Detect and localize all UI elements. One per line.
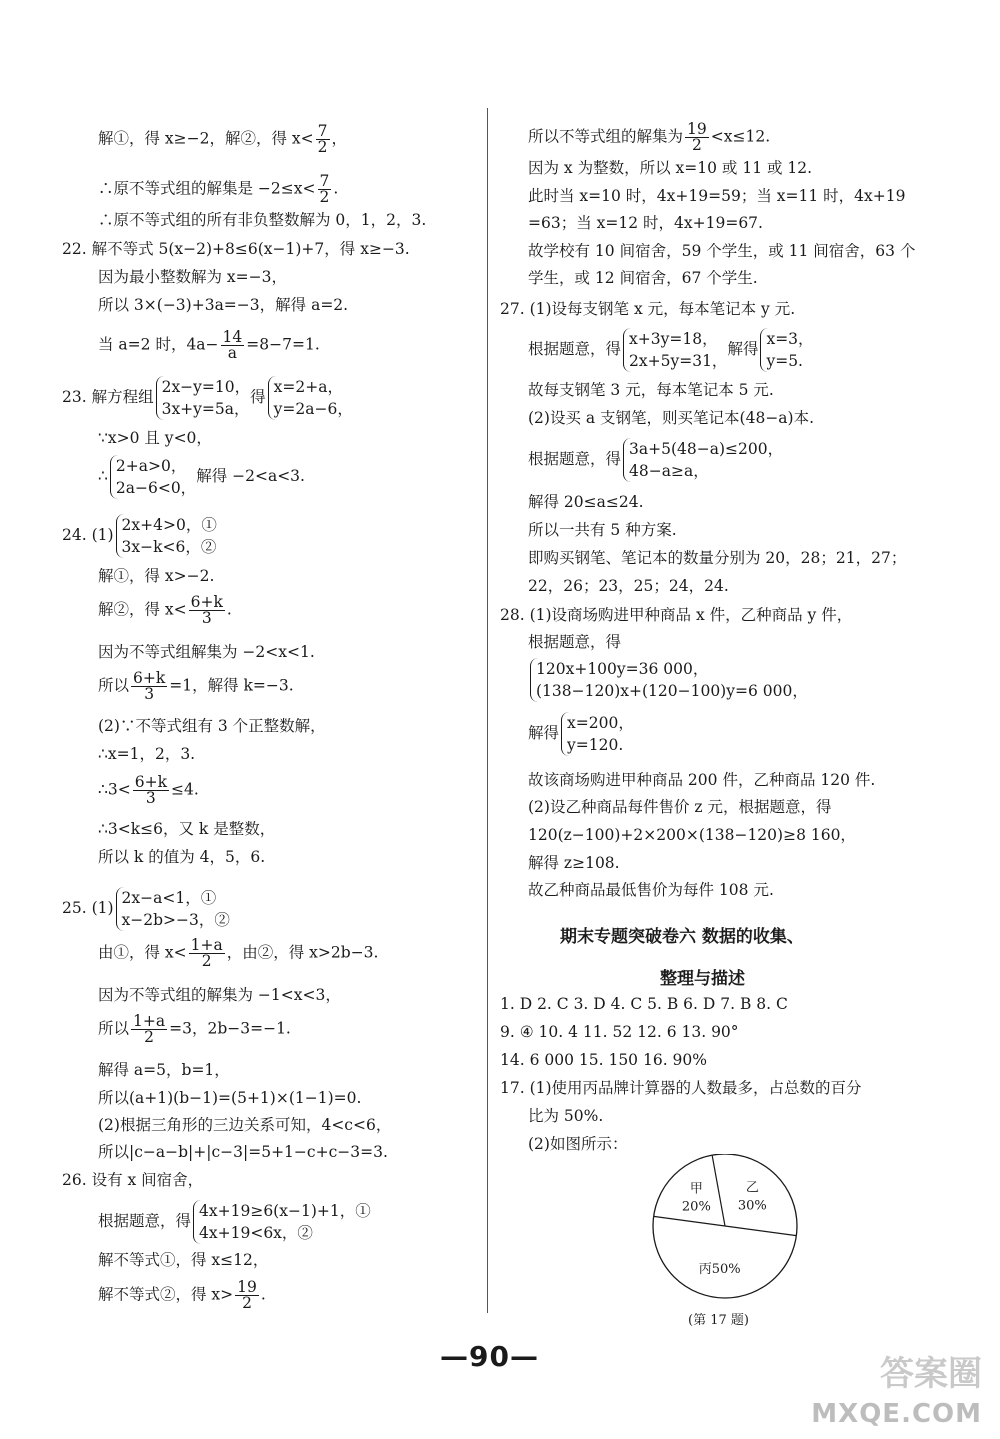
inequality: 3x−k<6，② bbox=[121, 538, 217, 556]
inequality-system bbox=[110, 455, 196, 499]
text: 得 bbox=[250, 388, 266, 406]
text: 解得 −2<a<3. bbox=[196, 467, 305, 485]
text: 所以 bbox=[98, 1019, 130, 1038]
pie-label: 甲 bbox=[689, 1181, 703, 1197]
numerator: 6+k bbox=[190, 593, 223, 611]
q25-line-8: 所以|c−a−b|+|c−3|=5+1−c+c−3=3. bbox=[98, 1143, 388, 1161]
numerator: 7 bbox=[319, 172, 330, 190]
inequality: 2x+4>0，① bbox=[121, 516, 217, 534]
q27-line-5 bbox=[528, 438, 783, 482]
inequality: x−2b>−3，② bbox=[121, 911, 230, 929]
q24-line-8 bbox=[98, 775, 199, 806]
q24-line-2: 解①，得 x>−2. bbox=[98, 567, 215, 585]
q25-line-2 bbox=[98, 938, 378, 969]
text: =8−7=1. bbox=[246, 335, 320, 354]
text: 25. (1) bbox=[62, 899, 114, 917]
fraction bbox=[131, 1014, 167, 1045]
text: . bbox=[260, 1285, 266, 1304]
equation: 2x+5y=31， bbox=[629, 352, 728, 370]
q21-line-1 bbox=[98, 124, 347, 155]
q28-line-6: (2)设乙种商品每件售价 z 元，根据题意，得 bbox=[528, 798, 832, 816]
inequality: 48−a≥a， bbox=[629, 462, 709, 480]
q17-line-3: (2)如图所示： bbox=[528, 1135, 628, 1153]
q27-line-7: 所以一共有 5 种方案. bbox=[528, 521, 677, 539]
q23-line-1 bbox=[62, 376, 353, 420]
q26-line-3: 解不等式①，得 x≤12， bbox=[98, 1251, 269, 1269]
q21-line-2 bbox=[98, 174, 338, 205]
q28-line-5: 故该商场购进甲种商品 200 件，乙种商品 120 件. bbox=[528, 771, 876, 789]
equation: 3x+y=5a， bbox=[161, 400, 250, 418]
equation: (138−120)x+(120−100)y=6 000， bbox=[536, 682, 808, 700]
q25-line-7: (2)根据三角形的三边关系可知，4<c<6， bbox=[98, 1116, 392, 1134]
pie-chart bbox=[640, 1154, 810, 1304]
q28-line-8: 解得 z≥108. bbox=[528, 854, 620, 872]
q25-line-4 bbox=[98, 1014, 291, 1045]
numerator: 19 bbox=[687, 120, 707, 138]
text: 解②，得 x< bbox=[98, 600, 187, 619]
numerator: 7 bbox=[317, 122, 328, 140]
numerator: 14 bbox=[222, 328, 243, 346]
q23-line-3 bbox=[98, 455, 305, 499]
q27-line-4: (2)设买 a 支钢笔，则买笔记本(48−a)本. bbox=[528, 409, 815, 427]
text: 根据题意，得 bbox=[98, 1212, 192, 1230]
q21-line-3: ∴原不等式组的所有非负整数解为 0，1，2，3. bbox=[98, 211, 427, 229]
equation-system bbox=[530, 658, 808, 702]
q28-line-7: 120(z−100)+2×200×(138−120)≥8 160， bbox=[528, 826, 856, 844]
q22-line-4 bbox=[98, 330, 320, 361]
text: ≤4. bbox=[170, 780, 199, 799]
equation: 2x−y=10， bbox=[161, 378, 251, 396]
numerator: 6+k bbox=[133, 669, 166, 687]
fraction bbox=[131, 671, 167, 702]
pie-value-label: 20% bbox=[681, 1199, 711, 1215]
text: 由①，得 x< bbox=[98, 943, 187, 962]
text: 解不等式②，得 x> bbox=[98, 1285, 234, 1304]
denominator: 2 bbox=[242, 1294, 252, 1312]
q24-line-4: 因为不等式组解集为 −2<x<1. bbox=[98, 643, 315, 661]
numerator: 6+k bbox=[134, 773, 167, 791]
page-number: —90— bbox=[440, 1340, 539, 1373]
q22-line-2: 因为最小整数解为 x=−3， bbox=[98, 268, 288, 286]
q26-line-1: 26. 设有 x 间宿舍， bbox=[62, 1171, 204, 1189]
text: ，由②，得 x>2b−3. bbox=[226, 943, 379, 962]
q26-cont-line-1 bbox=[528, 122, 770, 153]
equation: x+3y=18， bbox=[629, 330, 718, 348]
numerator: 19 bbox=[237, 1278, 257, 1296]
fraction bbox=[221, 330, 245, 361]
q24-line-9: ∴3<k≤6，又 k 是整数， bbox=[98, 820, 276, 838]
equation: x=200， bbox=[567, 714, 634, 732]
text: . bbox=[333, 179, 339, 198]
pie-slice-1 bbox=[654, 1216, 725, 1226]
equation: y=120. bbox=[567, 736, 624, 754]
q28-line-3 bbox=[528, 658, 808, 702]
inequality: 2+a>0， bbox=[115, 457, 187, 475]
denominator: 2 bbox=[317, 138, 328, 156]
equation-system bbox=[561, 712, 634, 756]
text: 根据题意，得 bbox=[528, 340, 622, 358]
text: <x≤12. bbox=[710, 127, 771, 146]
fraction bbox=[316, 124, 330, 155]
equation: x=2+a， bbox=[273, 378, 343, 396]
text: 所以 bbox=[98, 676, 130, 695]
text: =3，2b−3=−1. bbox=[169, 1019, 291, 1038]
q27-line-9: 22，26；23，25；24，24. bbox=[528, 577, 729, 595]
q28-line-4 bbox=[528, 712, 634, 756]
pie-slice-2 bbox=[712, 1155, 725, 1226]
section-title: 期末专题突破卷六 数据的收集、 bbox=[560, 927, 804, 947]
equation-system bbox=[156, 376, 251, 420]
equation-system bbox=[623, 328, 727, 372]
pie-slice-3 bbox=[725, 1226, 796, 1236]
q26-cont-line-5: 故学校有 10 间宿舍，59 个学生，或 11 间宿舍，63 个 bbox=[528, 242, 916, 260]
q28-line-2: 根据题意，得 bbox=[528, 633, 622, 651]
q25-line-3: 因为不等式组的解集为 −1<x<3， bbox=[98, 986, 341, 1004]
text: . bbox=[226, 600, 232, 619]
q27-line-8: 即购买钢笔、笔记本的数量分别为 20，28；21，27； bbox=[528, 549, 907, 567]
fraction bbox=[189, 938, 225, 969]
text: ∴ bbox=[98, 467, 108, 485]
fraction bbox=[189, 595, 225, 626]
q27-line-1: 27. (1)设每支钢笔 x 元，每本笔记本 y 元. bbox=[500, 300, 796, 318]
q24-line-10: 所以 k 的值为 4，5，6. bbox=[98, 848, 266, 866]
text: 解得 bbox=[727, 340, 759, 358]
inequality: 4x+19<6x，② bbox=[199, 1224, 313, 1242]
inequality-system bbox=[623, 438, 783, 482]
text: 当 a=2 时，4a− bbox=[98, 335, 219, 354]
column-divider bbox=[487, 108, 488, 1313]
inequality: 2a−6<0， bbox=[115, 479, 197, 497]
denominator: 3 bbox=[144, 685, 155, 703]
equation-system bbox=[760, 328, 813, 372]
q26-cont-line-3: 此时当 x=10 时，4x+19=59；当 x=11 时，4x+19 bbox=[528, 187, 906, 205]
answers-line-3: 14. 6 000 15. 150 16. 90% bbox=[500, 1051, 707, 1069]
equation: 120x+100y=36 000， bbox=[536, 660, 709, 678]
q17-line-2: 比为 50%. bbox=[528, 1107, 604, 1125]
q24-line-6: (2)∵不等式组有 3 个正整数解， bbox=[98, 717, 326, 735]
q27-line-2 bbox=[528, 328, 814, 372]
text: ， bbox=[331, 129, 348, 148]
q24-line-3 bbox=[98, 595, 232, 626]
watermark-logo: 答案圈 bbox=[880, 1354, 982, 1394]
text: =1，解得 k=−3. bbox=[169, 676, 294, 695]
q23-line-2: ∵x>0 且 y<0， bbox=[98, 429, 212, 447]
fraction bbox=[318, 174, 332, 205]
q24-line-5 bbox=[98, 671, 294, 702]
pie-label: 乙 bbox=[745, 1180, 759, 1196]
pie-value-label: 丙50% bbox=[698, 1262, 741, 1278]
denominator: 2 bbox=[201, 952, 212, 970]
q24-line-7: ∴x=1，2，3. bbox=[98, 745, 196, 763]
q26-cont-line-2: 因为 x 为整数，所以 x=10 或 11 或 12. bbox=[528, 159, 813, 177]
denominator: 2 bbox=[319, 188, 330, 206]
q17-line-1: 17. (1)使用丙品牌计算器的人数最多，占总数的百分 bbox=[500, 1079, 862, 1097]
q25-line-1 bbox=[62, 887, 230, 931]
equation: y=2a−6， bbox=[273, 400, 353, 418]
q24-line-1 bbox=[62, 514, 217, 558]
q25-line-6: 所以(a+1)(b−1)=(5+1)×(1−1)=0. bbox=[98, 1089, 362, 1107]
fraction bbox=[235, 1280, 259, 1311]
text: 24. (1) bbox=[62, 526, 114, 544]
text: 根据题意，得 bbox=[528, 450, 622, 468]
fraction bbox=[685, 122, 709, 153]
q26-cont-line-6: 学生，或 12 间宿舍，67 个学生. bbox=[528, 269, 758, 287]
q25-line-5: 解得 a=5，b=1， bbox=[98, 1061, 230, 1079]
watermark-url: MXQE.COM bbox=[811, 1399, 982, 1429]
inequality: 2x−a<1，① bbox=[121, 889, 217, 907]
text: 23. 解方程组 bbox=[62, 388, 154, 406]
denominator: a bbox=[227, 344, 238, 362]
pie-value-label: 30% bbox=[737, 1198, 767, 1214]
equation: x=3， bbox=[766, 330, 814, 348]
numerator: 1+a bbox=[133, 1012, 166, 1030]
q22-line-3: 所以 3×(−3)+3a=−3，解得 a=2. bbox=[98, 296, 349, 314]
q22-line-1: 22. 解不等式 5(x−2)+8≤6(x−1)+7，得 x≥−3. bbox=[62, 240, 410, 258]
answers-line-2: 9. ④ 10. 4 11. 52 12. 6 13. 90° bbox=[500, 1023, 739, 1041]
inequality-system bbox=[116, 887, 230, 931]
text: ∴原不等式组的解集是 −2≤x< bbox=[98, 179, 316, 198]
denominator: 3 bbox=[145, 789, 156, 807]
section-title-cont: 整理与描述 bbox=[660, 969, 745, 989]
answers-line-1: 1. D 2. C 3. D 4. C 5. B 6. D 7. B 8. C bbox=[500, 995, 788, 1013]
q26-line-2 bbox=[98, 1200, 371, 1244]
text: 解得 bbox=[528, 724, 560, 742]
equation-system bbox=[268, 376, 353, 420]
q28-line-1: 28. (1)设商场购进甲种商品 x 件，乙种商品 y 件， bbox=[500, 606, 853, 624]
numerator: 1+a bbox=[190, 936, 223, 954]
text: 解①，得 x≥−2，解②，得 x< bbox=[98, 129, 314, 148]
q28-line-9: 故乙种商品最低售价为每件 108 元. bbox=[528, 881, 774, 899]
inequality-system bbox=[193, 1200, 371, 1244]
q26-cont-line-4: =63；当 x=12 时，4x+19=67. bbox=[528, 214, 763, 232]
denominator: 2 bbox=[144, 1028, 154, 1046]
q26-line-4 bbox=[98, 1280, 266, 1311]
inequality-system bbox=[116, 514, 217, 558]
q27-line-3: 故每支钢笔 3 元，每本笔记本 5 元. bbox=[528, 381, 774, 399]
text: 所以不等式组的解集为 bbox=[528, 127, 684, 146]
inequality: 4x+19≥6(x−1)+1，① bbox=[199, 1202, 371, 1220]
fraction bbox=[133, 775, 169, 806]
denominator: 2 bbox=[691, 136, 702, 154]
text: ∴3< bbox=[98, 780, 131, 799]
denominator: 3 bbox=[201, 609, 212, 627]
equation: y=5. bbox=[766, 352, 803, 370]
figure-caption: (第 17 题) bbox=[688, 1313, 749, 1328]
q27-line-6: 解得 20≤a≤24. bbox=[528, 493, 644, 511]
inequality: 3a+5(48−a)≤200， bbox=[629, 440, 784, 458]
